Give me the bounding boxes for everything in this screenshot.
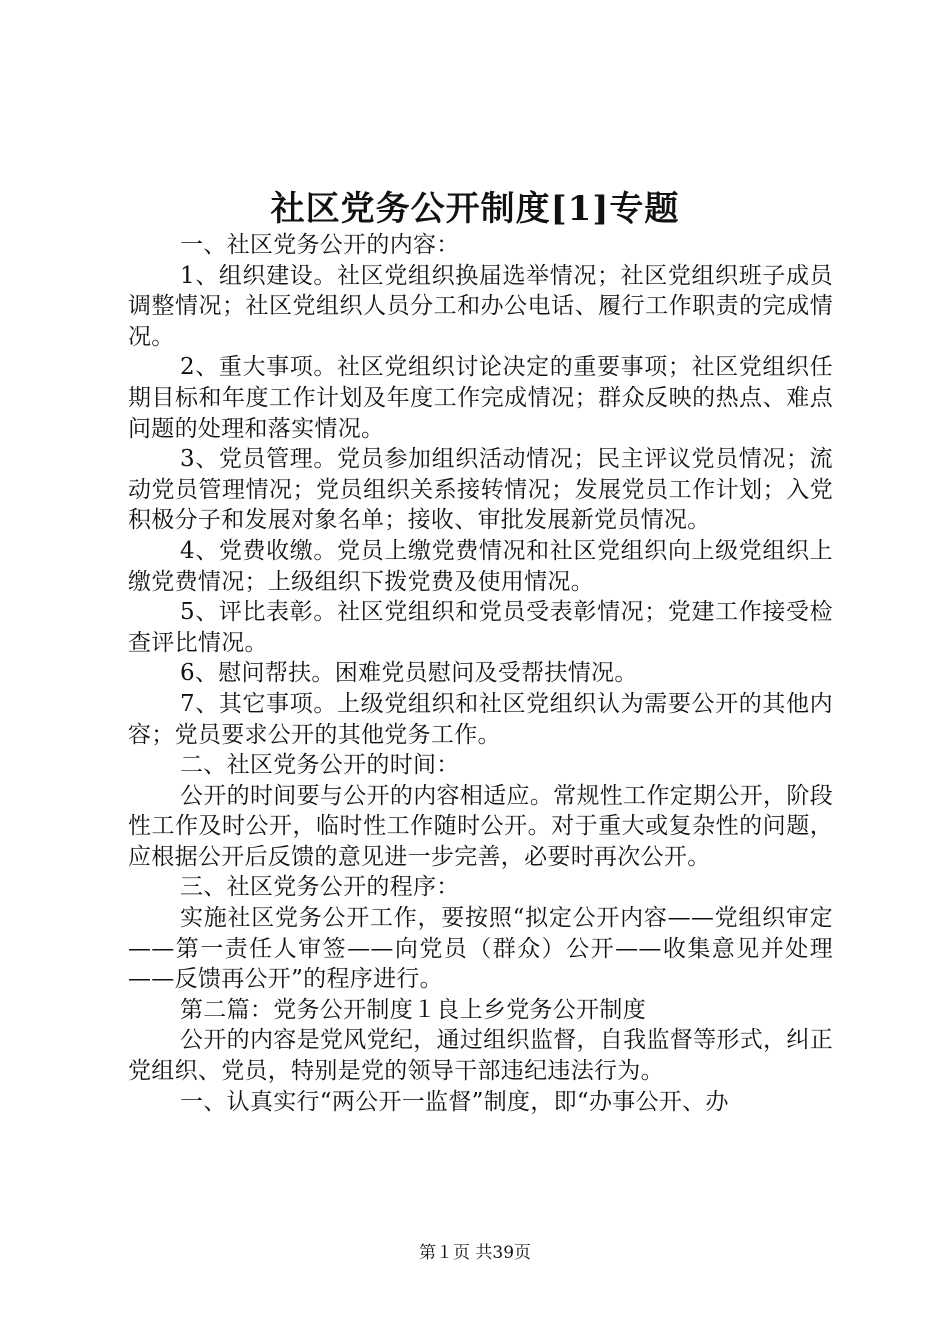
section-heading-content: 一、社区党务公开的内容： [180, 232, 460, 258]
document-body [128, 230, 833, 1117]
paragraph-two-disclosures: 一、认真实行“两公开一监督”制度，即“办事公开、办 [180, 1088, 729, 1115]
chapter-heading-second: 第二篇：党务公开制度１良上乡党务公开制度 [180, 996, 646, 1023]
section-heading-timing: 二、社区党务公开的时间： [180, 752, 460, 779]
paragraph-disclosure-content: 公开的内容是党风党纪，通过组织监督，自我监督等形式，纠正党组织、党员，特别是党的领导干部违纪违法行为。 [128, 1027, 833, 1085]
document-title: 社区党务公开制度[1]专题 [270, 189, 680, 229]
paragraph-commendation: 5、评比表彰。社区党组织和党员受表彰情况；党建工作接受检查评比情况。 [128, 599, 833, 656]
paragraph-major-matters: 2、重大事项。社区党组织讨论决定的重要事项；社区党组织任期目标和年度工作计划及年度工作完成情况；群众反映的热点、难点问题的处理和落实情况。 [128, 354, 833, 442]
paragraph-timing: 公开的时间要与公开的内容相适应。常规性工作定期公开，阶段性工作及时公开，临时性工作随时公开。对于重大或复杂性的问题，应根据公开后反馈的意见进一步完善，必要时再次公开。 [128, 782, 833, 870]
paragraph-party-dues: 4、党费收缴。党员上缴党费情况和社区党组织向上级党组织上缴党费情况；上级组织下拨党费及使用情况。 [128, 537, 833, 595]
page-footer: 第１页 共39页 [418, 1243, 532, 1263]
paragraph-member-management: 3、党员管理。党员参加组织活动情况；民主评议党员情况；流动党员管理情况；党员组织关系接转情况；发展党员工作计划；入党积极分子和发展对象名单；接收、审批发展新党员情况。 [128, 446, 833, 534]
paragraph-other-matters: 7、其它事项。上级党组织和社区党组织认为需要公开的其他内容；党员要求公开的其他党务工作。 [128, 690, 833, 748]
paragraph-organization: 1、组织建设。社区党组织换届选举情况；社区党组织班子成员调整情况；社区党组织人员分工和办公电话、履行工作职责的完成情况。 [128, 262, 833, 350]
paragraph-assistance: 6、慰问帮扶。困难党员慰问及受帮扶情况。 [180, 660, 638, 687]
paragraph-procedure: 实施社区党务公开工作，要按照“拟定公开内容——党组织审定——第一责任人审签——向党员（群众）公开——收集意见并处理——反馈再公开”的程序进行。 [128, 905, 833, 993]
section-heading-procedure: 三、社区党务公开的程序： [180, 874, 460, 901]
